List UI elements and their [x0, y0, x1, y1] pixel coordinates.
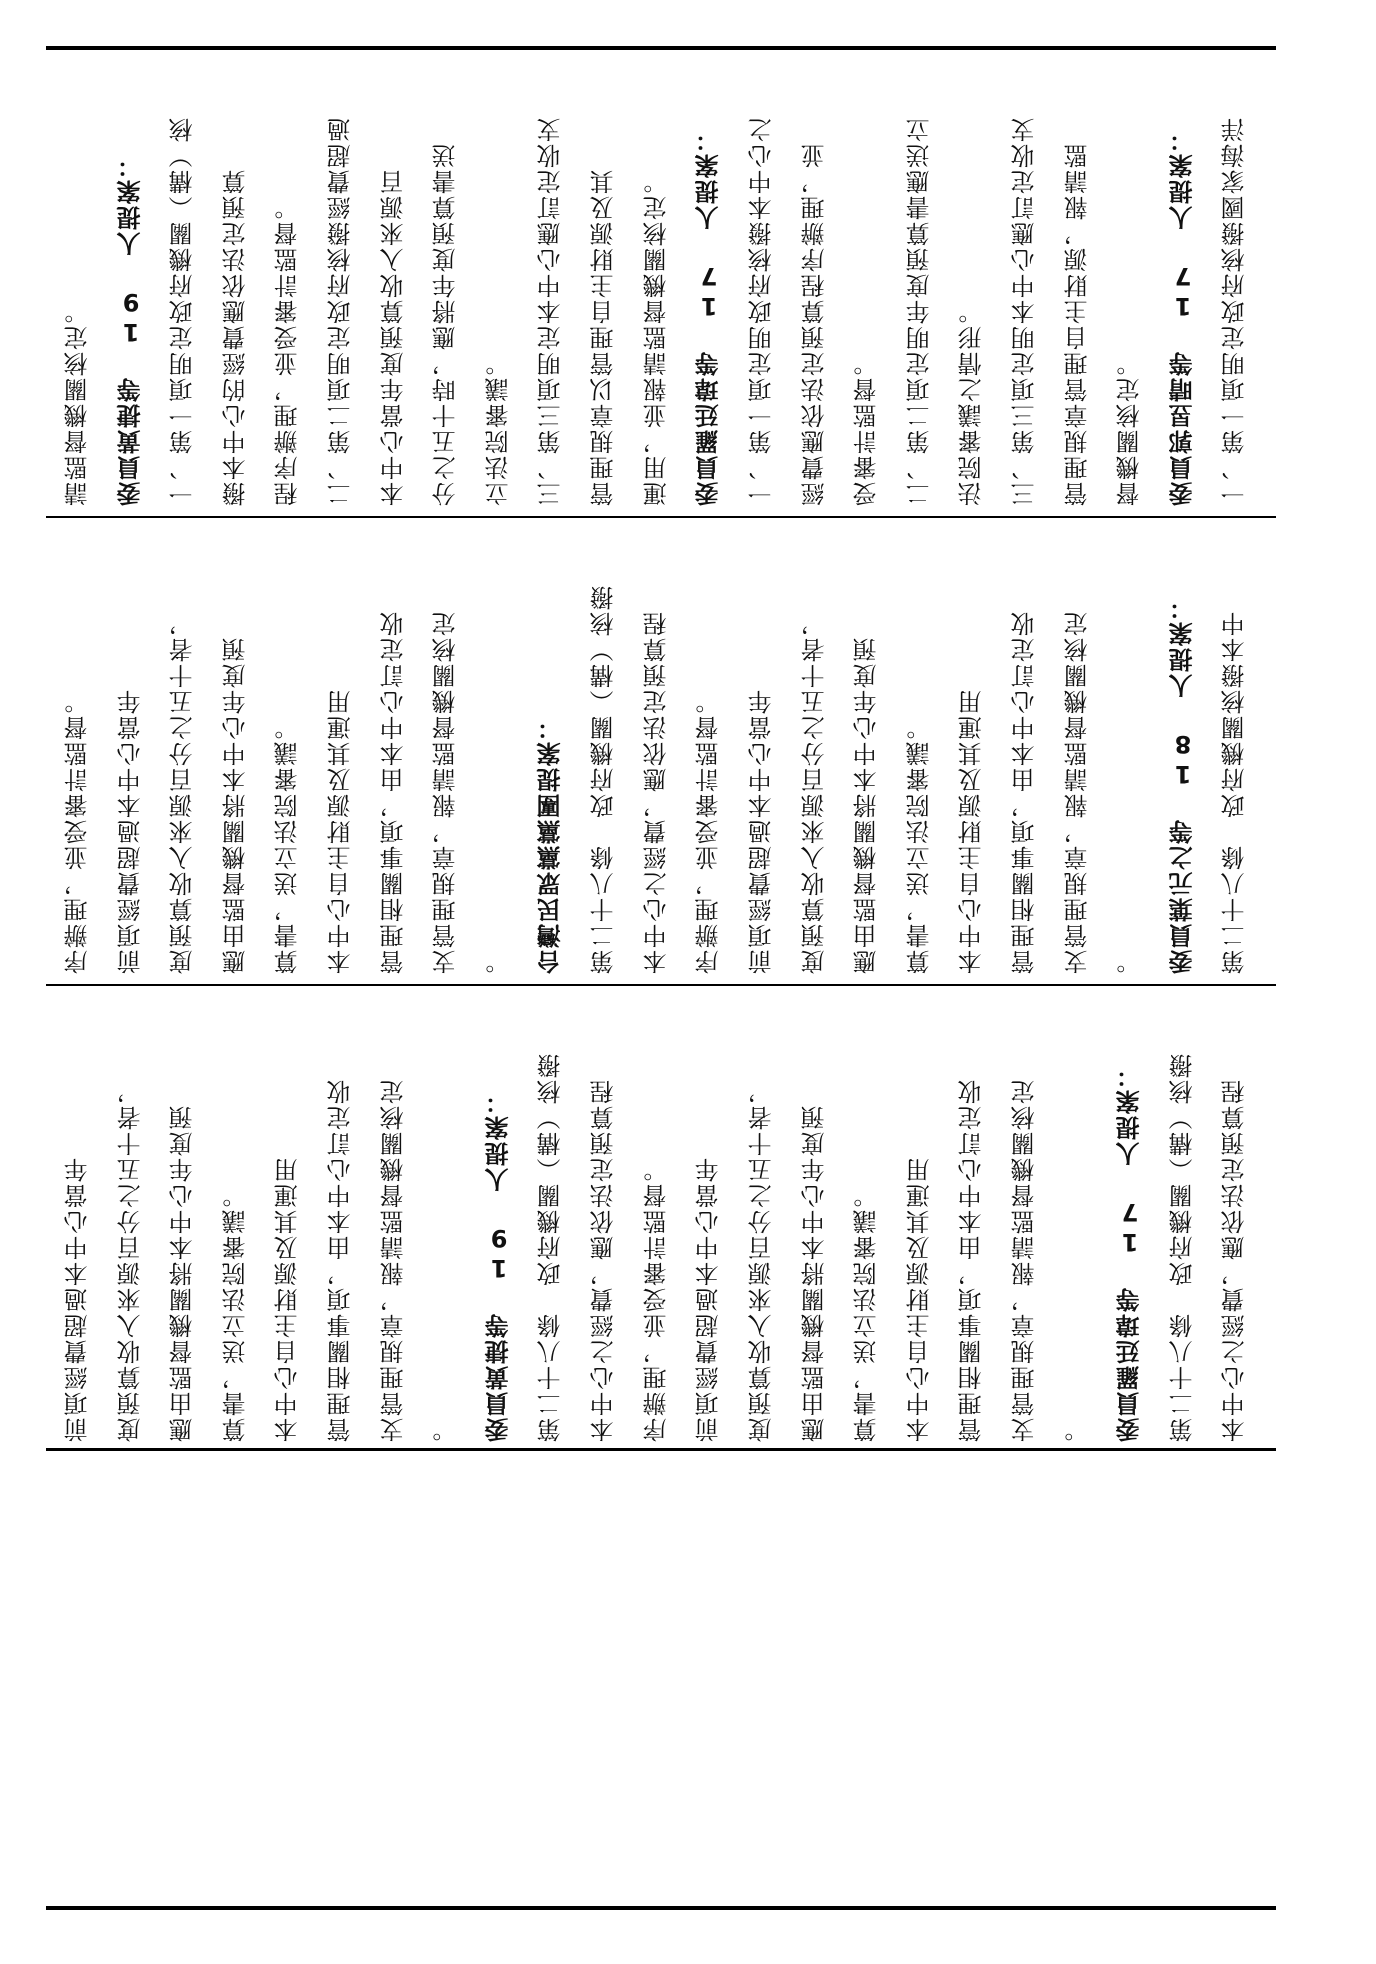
- proposal-heading: 委員黃捷等 19 人提案：: [116, 152, 145, 506]
- text-line: 應由監督機關將本中心年度預: [853, 636, 882, 974]
- text-line: 管理相關事項，由本中心訂定收: [958, 1078, 987, 1442]
- text-line: 算書，送立法院審議。: [221, 1182, 250, 1442]
- text-line: 本中心自主財源及其運用: [905, 1156, 934, 1442]
- text-line: 支管理規章，報請監督機關核定: [432, 610, 461, 974]
- text-line: 本中心之經費，應依法定預算程: [642, 610, 671, 974]
- text-line: 管理相關事項，由本中心訂定收: [379, 610, 408, 974]
- text-line: 算書，送立法院審議。: [853, 1182, 882, 1442]
- text-band-1: [46, 50, 1276, 516]
- text-line: 經費應依法定預算程序辦理，並: [800, 142, 829, 506]
- text-line: 程序辦理，並受審計監督。: [274, 194, 303, 506]
- text-line: 本中心當年度預算收入來源百: [379, 168, 408, 506]
- text-line: 三、第三項明定本中心應訂定收支: [537, 116, 566, 506]
- text-line: 度預算收入來源百分之五十者，: [747, 1078, 776, 1442]
- text-line: 序辦理，並受審計監督。: [642, 1156, 671, 1442]
- text-line: 管理規章管理自主財源，報請監: [1063, 142, 1092, 506]
- text-line: 一、第一項明定政府核撥國家海洋: [1221, 116, 1250, 506]
- text-line: 前項經費超過本中心當年: [695, 1156, 724, 1442]
- text-line: 管理規章以管理自主財源及其: [590, 168, 619, 506]
- text-line: 二、第二項定明年度預算書應送立: [905, 116, 934, 506]
- text-line: 一、第一項明定政府機關（構）核: [169, 116, 198, 506]
- text-line: 一、第一項定明政府核撥本中心之: [747, 116, 776, 506]
- text-band-3: [46, 986, 1276, 1448]
- text-line: 受審計監督。: [853, 350, 882, 506]
- proposal-heading: 委員郭昱晴等 17 人提案：: [1168, 126, 1197, 506]
- text-line: 。: [1063, 1416, 1092, 1442]
- proposal-heading: 委員羅廷瑋等 17 人提案：: [695, 126, 724, 506]
- text-line: 前項經費超過本中心當年: [747, 688, 776, 974]
- text-line: 度預算收入來源百分之五十者，: [169, 610, 198, 974]
- text-line: 支管理規章，報請監督機關核定: [1010, 1078, 1039, 1442]
- text-line: 本中心自主財源及其運用: [327, 688, 356, 974]
- text-line: 算書，送立法院審議。: [905, 714, 934, 974]
- text-line: 法院審議之情形。: [958, 298, 987, 506]
- text-band-2: [46, 518, 1276, 984]
- text-line: 第二十八條 政府機關（構）核撥: [537, 1052, 566, 1442]
- text-line: 立法院審議。: [484, 350, 513, 506]
- text-line: 第二十八條 政府機關（構）核撥: [1168, 1052, 1197, 1442]
- text-line: 第二十八條 政府機關核撥本中: [1221, 610, 1250, 974]
- text-line: 序辦理，並受審計監督。: [64, 688, 92, 974]
- text-line: 本中心之經費，應依法定預算程: [1221, 1078, 1250, 1442]
- text-line: 督機關核定。: [1116, 350, 1145, 506]
- text-line: 三、第三項定明本中心應訂定收支: [1010, 116, 1039, 506]
- text-line: 應由監督機關將本中心年度預: [221, 636, 250, 974]
- text-line: 支管理規章，報請監督機關核定: [1063, 610, 1092, 974]
- text-line: 管理相關事項，由本中心訂定收: [1010, 610, 1039, 974]
- text-line: 度預算收入來源百分之五十者，: [116, 1078, 145, 1442]
- bottom-rule: [46, 1906, 1276, 1910]
- proposal-heading: 委員葉元之等 18 人提案：: [1168, 594, 1197, 974]
- text-line: 。: [1116, 948, 1145, 974]
- text-line: 。: [432, 1416, 461, 1442]
- text-line: 序辦理，並受審計監督。: [695, 688, 724, 974]
- text-line: 第二十八條 政府機關（構）核撥: [590, 584, 619, 974]
- text-line: 前項經費超過本中心當年: [116, 688, 145, 974]
- proposal-heading: 委員羅廷瑋等 17 人提案：: [1116, 1062, 1145, 1442]
- text-line: 。: [484, 948, 513, 974]
- text-line: 本中心之經費，應依法定預算程: [590, 1078, 619, 1442]
- text-line: 前項經費超過本中心當年: [64, 1156, 92, 1442]
- text-line: 本中心自主財源及其運用: [274, 1156, 303, 1442]
- proposal-heading: 委員黃捷等 19 人提案：: [484, 1088, 513, 1442]
- text-line: 分之五十時，應將年度預算書送: [432, 142, 461, 506]
- text-line: 算書，送立法院審議。: [274, 714, 303, 974]
- text-line: 應由監督機關將本中心年度預: [169, 1104, 198, 1442]
- text-line: 應由監督機關將本中心年度預: [800, 1104, 829, 1442]
- text-line: 運用，並報請監督機關核定。: [642, 168, 671, 506]
- text-line: 請監督機關核定。: [64, 298, 92, 506]
- proposal-heading: 台灣民眾黨黨團提案：: [537, 714, 566, 974]
- text-line: 支管理規章，報請監督機關核定: [379, 1078, 408, 1442]
- middle-rule: [46, 1448, 1276, 1451]
- text-line: 管理相關事項，由本中心訂定收: [327, 1078, 356, 1442]
- text-line: 本中心自主財源及其運用: [958, 688, 987, 974]
- text-line: 撥本中心的經費應依法定預算: [221, 168, 250, 506]
- text-line: 二、第二項明定政府核撥經費超過: [327, 116, 356, 506]
- text-line: 度預算收入來源百分之五十者，: [800, 610, 829, 974]
